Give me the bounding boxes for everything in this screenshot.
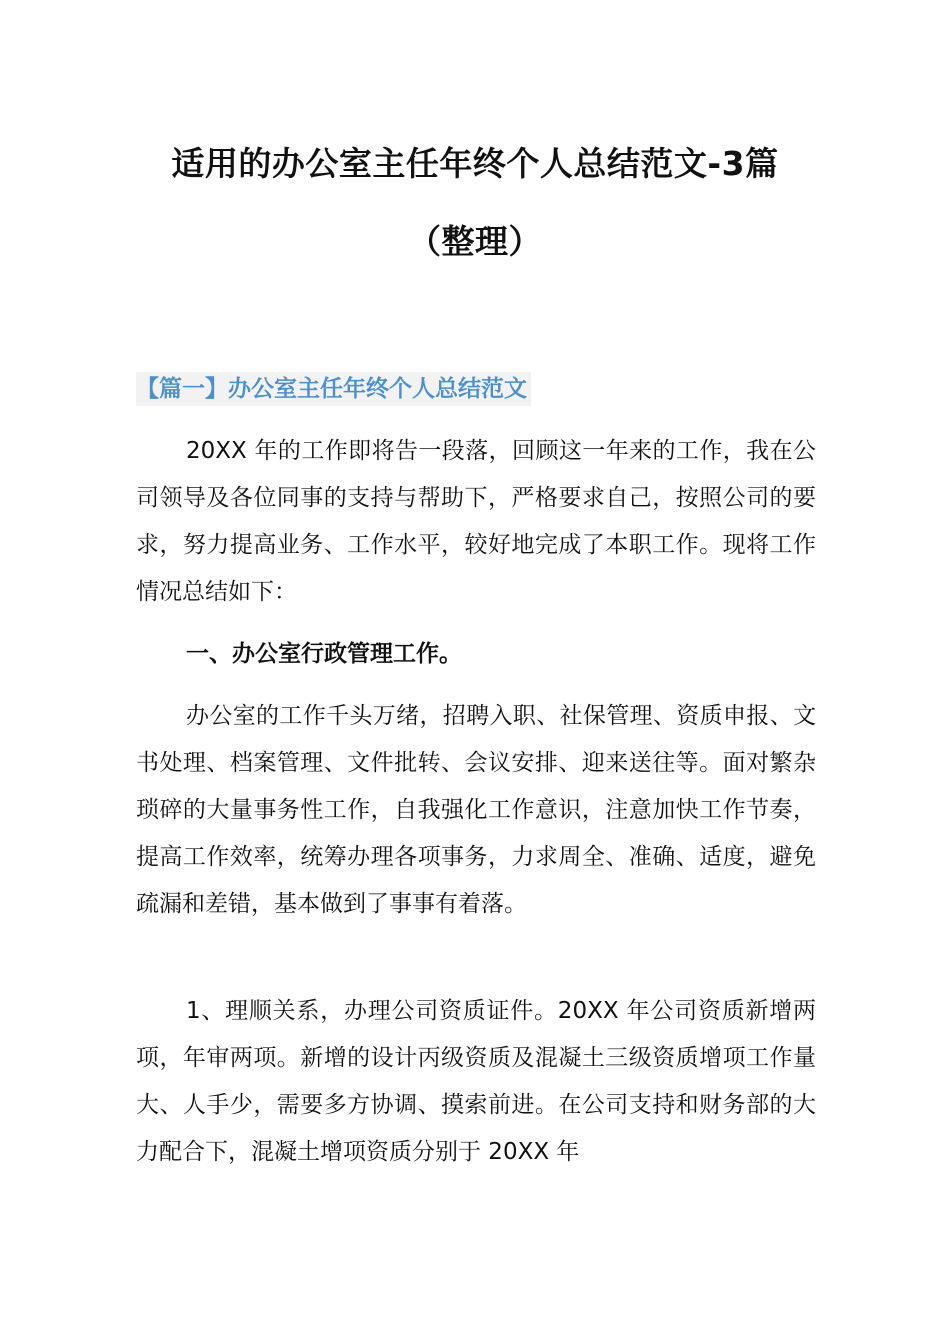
paragraph-admin-work: 办公室的工作千头万绪，招聘入职、社保管理、资质申报、文书处理、档案管理、文件批转、会议安排、迎来送往等。面对繁杂琐碎的大量事务性工作，自我强化工作意识，注意加快工作节奏，提高工作效率，统筹办理各项事务，力求周全、准确、适度，避免疏漏和差错，基本做到了事事有着落。 [136, 703, 816, 917]
sub-heading: 一、办公室行政管理工作。 [186, 641, 462, 667]
paragraph-intro: 20XX 年的工作即将告一段落，回顾这一年来的工作，我在公司领导及各位同事的支持与帮助下，严格要求自己，按照公司的要求，努力提高业务、工作水平，较好地完成了本职工作。现将工作情况总结如下： [136, 438, 816, 605]
section-heading: 【篇一】办公室主任年终个人总结范文 [136, 372, 531, 406]
paragraph-qualifications: 1、理顺关系，办理公司资质证件。20XX 年公司资质新增两项，年审两项。新增的设计丙级资质及混凝土三级资质增项工作量大、人手少，需要多方协调、摸索前进。在公司支持和财务部的大力配合下，混凝土增项资质分别于 20XX 年 [136, 998, 816, 1165]
document-title-suffix: （整理） [408, 222, 542, 261]
document-title: 适用的办公室主任年终个人总结范文-3篇 [171, 144, 779, 183]
